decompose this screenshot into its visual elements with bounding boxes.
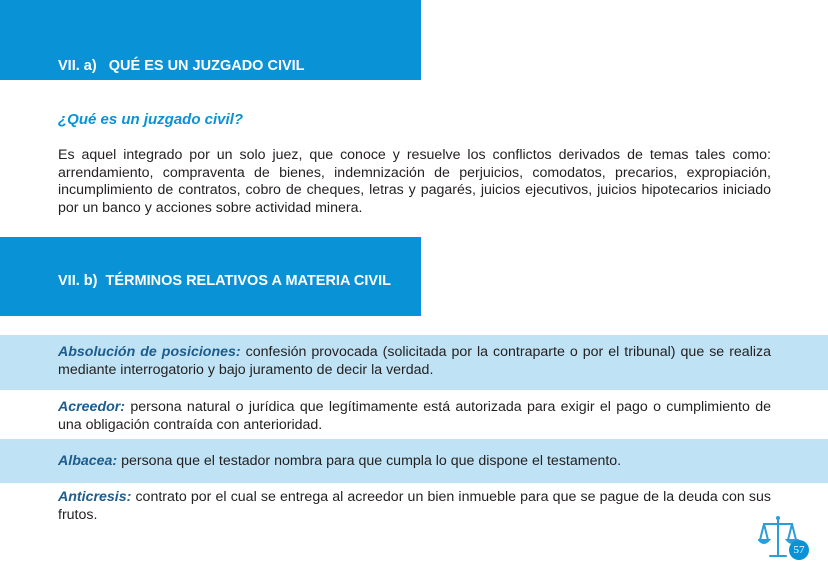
- term-entry: [0, 390, 828, 439]
- term-definition: confesión provocada (solicitada por la contraparte o por el tribunal) que se realiza mediante interrogatorio y bajo juramento de decir la verdad.: [58, 344, 771, 378]
- section-b-heading: VII. b) TÉRMINOS RELATIVOS A MATERIA CIVIL: [58, 273, 391, 289]
- term-name: Albacea:: [58, 453, 118, 469]
- term-name: Anticresis:: [58, 489, 132, 505]
- term-definition: persona que el testador nombra para que cumpla lo que dispone el testamento.: [117, 453, 622, 469]
- section-a-heading: VII. a) QUÉ ES UN JUZGADO CIVIL: [58, 58, 305, 74]
- term-name: Absolución de posiciones:: [58, 344, 241, 360]
- term-name: Acreedor:: [58, 399, 126, 415]
- term-text: [58, 390, 771, 434]
- term-entry: [0, 335, 828, 390]
- answer-paragraph: Es aquel integrado por un solo juez, que conoce y resuelve los conflictos derivados de temas tales como: arrendamiento, compraventa de bienes, indemnización de perjuicios, comodatos, precarios, expropiación, incumplimiento de contratos, cobro de cheques, letras y pagarés, juicios ejecutivos, juicios hipotecarios iniciado por un banco y acciones sobre actividad minera.: [58, 147, 771, 216]
- term-entry: [0, 439, 828, 483]
- page-number: 57: [789, 540, 809, 560]
- term-entry: [0, 483, 828, 533]
- term-text: [58, 335, 771, 379]
- section-a-banner: [0, 0, 421, 80]
- question-heading: ¿Qué es un juzgado civil?: [58, 111, 244, 128]
- term-definition: contrato por el cual se entrega al acreedor un bien inmueble para que se pague de la deuda con sus frutos.: [58, 489, 771, 523]
- section-b-banner: [0, 237, 421, 316]
- term-definition: persona natural o jurídica que legítimamente está autorizada para exigir el pago o cumplimiento de una obligación contraída con anterioridad.: [58, 399, 771, 433]
- term-text: [58, 439, 771, 471]
- term-text: [58, 483, 771, 524]
